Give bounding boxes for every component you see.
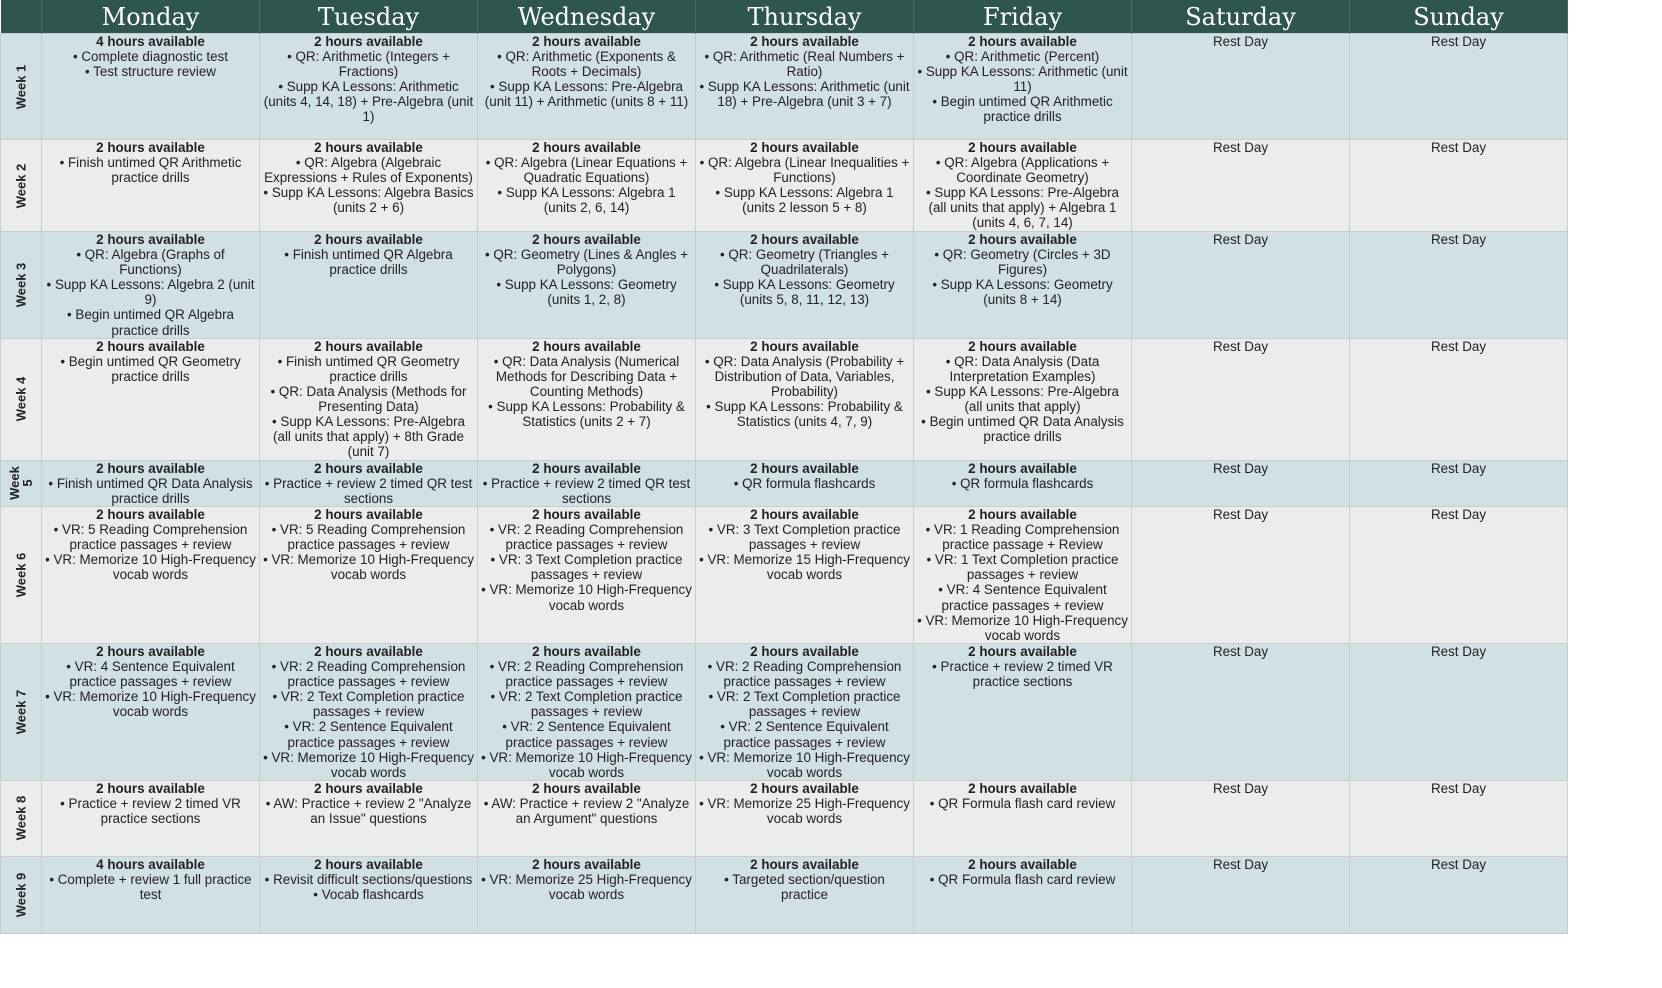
- hours-available-label: 2 hours available: [968, 506, 1077, 522]
- hours-available-label: 2 hours available: [968, 232, 1077, 247]
- task-item: • QR: Algebra (Algebraic Expressions + Rules of Exponents): [264, 155, 473, 186]
- rest-day-label: Rest Day: [1430, 460, 1487, 476]
- week-label-cell: [1, 338, 42, 460]
- schedule-cell: [696, 34, 914, 140]
- schedule-cell: [696, 232, 914, 339]
- schedule-cell: [1350, 338, 1568, 460]
- schedule-cell: [260, 140, 478, 232]
- task-item: • QR: Algebra (Applications + Coordinate Geometry): [935, 155, 1110, 186]
- header-monday: Monday: [42, 0, 260, 34]
- week-label-cell: [1, 232, 42, 339]
- hours-available-label: 2 hours available: [968, 856, 1077, 872]
- hours-available-label: 2 hours available: [532, 506, 641, 522]
- schedule-cell: [478, 643, 696, 780]
- task-item: • Supp KA Lessons: Algebra Basics (units 2 + 6): [263, 185, 474, 216]
- hours-available-label: 2 hours available: [532, 460, 641, 476]
- rest-day-label: Rest Day: [1212, 780, 1269, 796]
- schedule-cell: [478, 34, 696, 140]
- week-row: [1, 780, 1568, 856]
- schedule-cell: [1350, 460, 1568, 506]
- schedule-cell: [1350, 34, 1568, 140]
- schedule-cell: [478, 460, 696, 506]
- schedule-cell: [42, 460, 260, 506]
- task-item: • VR: 2 Sentence Equivalent practice passages + review: [720, 719, 889, 750]
- task-item: • Vocab flashcards: [313, 887, 424, 903]
- rest-day-label: Rest Day: [1430, 34, 1487, 49]
- task-item: • VR: 2 Reading Comprehension practice passages + review: [271, 659, 466, 690]
- task-item: • Finish untimed QR Data Analysis practice drills: [48, 475, 253, 506]
- task-item: • QR: Geometry (Triangles + Quadrilaterals): [719, 247, 890, 278]
- hours-available-label: 2 hours available: [532, 780, 641, 796]
- task-item: • Complete + review 1 full practice test: [49, 872, 252, 903]
- task-item: • VR: 4 Sentence Equivalent practice passages + review: [66, 659, 235, 690]
- rest-day-label: Rest Day: [1430, 140, 1487, 155]
- header-wednesday: Wednesday: [478, 0, 696, 34]
- week-label: Week 9: [13, 872, 29, 918]
- hours-available-label: 2 hours available: [968, 780, 1077, 796]
- schedule-cell: [42, 856, 260, 933]
- header-tuesday: Tuesday: [260, 0, 478, 34]
- hours-available-label: 2 hours available: [532, 856, 641, 872]
- schedule-cell: [1132, 643, 1350, 780]
- rest-day-label: Rest Day: [1212, 856, 1269, 872]
- hours-available-label: 2 hours available: [750, 338, 859, 354]
- task-item: • Supp KA Lessons: Geometry (units 5, 8, 11, 12, 13): [714, 277, 895, 308]
- task-item: • Supp KA Lessons: Pre-Algebra (all units that apply): [925, 383, 1119, 415]
- schedule-cell: [42, 140, 260, 232]
- hours-available-label: 2 hours available: [968, 643, 1077, 659]
- hours-available-label: 2 hours available: [750, 780, 859, 796]
- rest-day-label: Rest Day: [1430, 643, 1487, 659]
- task-item: • VR: 3 Text Completion practice passages + review: [708, 522, 901, 553]
- task-item: • Supp KA Lessons: Algebra 1 (units 2 lesson 5 + 8): [715, 185, 894, 216]
- header-friday: Friday: [914, 0, 1132, 34]
- schedule-cell: [42, 506, 260, 643]
- task-item: • Supp KA Lessons: Geometry (units 1, 2, 8): [496, 277, 677, 308]
- task-item: • VR: Memorize 10 High-Frequency vocab words: [45, 689, 256, 720]
- schedule-cell: [1132, 460, 1350, 506]
- task-item: • VR: 2 Text Completion practice passages + review: [490, 689, 683, 720]
- rest-day-label: Rest Day: [1430, 780, 1487, 796]
- task-item: • VR: 2 Reading Comprehension practice passages + review: [489, 659, 684, 690]
- hours-available-label: 2 hours available: [96, 232, 205, 247]
- week-label: Week 1: [13, 64, 29, 109]
- schedule-cell: [1132, 232, 1350, 339]
- task-item: • VR: 1 Reading Comprehension practice passage + Review: [925, 522, 1120, 553]
- week-label: Week 4: [13, 376, 29, 422]
- task-item: • Begin untimed QR Data Analysis practice drills: [921, 414, 1124, 445]
- schedule-cell: [260, 460, 478, 506]
- schedule-cell: [42, 232, 260, 339]
- task-item: • Supp KA Lessons: Algebra 1 (units 2, 6, 14): [497, 185, 676, 216]
- schedule-cell: [696, 506, 914, 643]
- task-item: • VR: Memorize 10 High-Frequency vocab words: [481, 582, 692, 613]
- task-item: • VR: Memorize 10 High-Frequency vocab words: [263, 749, 474, 780]
- task-item: • Supp KA Lessons: Pre-Algebra (all units that apply) + 8th Grade (unit 7): [271, 414, 465, 460]
- schedule-cell: [914, 643, 1132, 780]
- schedule-cell: [260, 338, 478, 460]
- schedule-cell: [1132, 856, 1350, 933]
- hours-available-label: 2 hours available: [314, 34, 423, 49]
- task-item: • VR: 2 Text Completion practice passages + review: [708, 689, 901, 720]
- week-label: Week 6: [13, 552, 29, 598]
- task-item: • AW: Practice + review 2 "Analyze an Issue" questions: [265, 796, 472, 827]
- task-item: • QR: Algebra (Linear Equations + Quadratic Equations): [485, 155, 688, 186]
- task-item: • QR Formula flash card review: [929, 872, 1116, 888]
- schedule-cell: [914, 232, 1132, 339]
- task-item: • VR: Memorize 10 High-Frequency vocab words: [263, 552, 474, 583]
- task-item: • VR: 2 Reading Comprehension practice passages + review: [489, 522, 684, 553]
- task-item: • Finish untimed QR Algebra practice drills: [284, 247, 453, 278]
- schedule-cell: [1350, 232, 1568, 339]
- schedule-cell: [42, 780, 260, 856]
- task-item: • AW: Practice + review 2 "Analyze an Argument" questions: [483, 796, 690, 827]
- task-item: • Complete diagnostic test: [72, 49, 229, 65]
- schedule-cell: [478, 338, 696, 460]
- schedule-cell: [1350, 506, 1568, 643]
- schedule-cell: [1132, 338, 1350, 460]
- hours-available-label: 2 hours available: [96, 780, 205, 796]
- schedule-cell: [478, 140, 696, 232]
- schedule-cell: [696, 460, 914, 506]
- task-item: • Finish untimed QR Arithmetic practice drills: [59, 155, 242, 186]
- hours-available-label: 2 hours available: [968, 140, 1077, 155]
- hours-available-label: 2 hours available: [750, 34, 859, 49]
- schedule-cell: [260, 34, 478, 140]
- task-item: • QR formula flashcards: [733, 475, 876, 491]
- header-sunday: Sunday: [1350, 0, 1568, 34]
- task-item: • VR: 4 Sentence Equivalent practice passages + review: [938, 582, 1107, 613]
- task-item: • Begin untimed QR Algebra practice drills: [67, 307, 234, 338]
- task-item: • Targeted section/question practice: [724, 872, 885, 903]
- schedule-cell: [914, 856, 1132, 933]
- task-item: • QR: Data Analysis (Data Interpretation Examples): [945, 353, 1100, 384]
- hours-available-label: 2 hours available: [314, 232, 423, 247]
- schedule-cell: [696, 140, 914, 232]
- week-row: [1, 643, 1568, 780]
- task-item: • QR: Arithmetic (Percent): [945, 49, 1100, 65]
- task-item: • VR: Memorize 10 High-Frequency vocab words: [917, 612, 1128, 643]
- task-item: • QR formula flashcards: [951, 475, 1094, 491]
- hours-available-label: 2 hours available: [314, 460, 423, 476]
- week-row: [1, 506, 1568, 643]
- week-row: [1, 856, 1568, 933]
- schedule-cell: [478, 232, 696, 339]
- week-label-cell: [1, 460, 42, 506]
- schedule-cell: [1132, 780, 1350, 856]
- rest-day-label: Rest Day: [1212, 140, 1269, 155]
- schedule-cell: [914, 506, 1132, 643]
- hours-available-label: 2 hours available: [532, 34, 641, 49]
- task-item: • QR: Arithmetic (Exponents & Roots + Decimals): [497, 49, 676, 80]
- hours-available-label: 2 hours available: [314, 643, 423, 659]
- task-item: • Supp KA Lessons: Arithmetic (unit 18) + Pre-Algebra (unit 3 + 7): [699, 79, 910, 110]
- hours-available-label: 2 hours available: [96, 506, 205, 522]
- hours-available-label: 2 hours available: [314, 780, 423, 796]
- week-label: Week 3: [13, 262, 29, 308]
- task-item: • QR Formula flash card review: [929, 796, 1116, 812]
- rest-day-label: Rest Day: [1430, 856, 1487, 872]
- schedule-cell: [1132, 34, 1350, 140]
- task-item: • Supp KA Lessons: Pre-Algebra (all units that apply) + Algebra 1 (units 4, 6, 7, 14): [925, 185, 1119, 231]
- hours-available-label: 2 hours available: [96, 643, 205, 659]
- task-item: • VR: Memorize 10 High-Frequency vocab words: [481, 749, 692, 780]
- week-row: [1, 140, 1568, 232]
- hours-available-label: 2 hours available: [314, 140, 423, 155]
- task-item: • VR: Memorize 25 High-Frequency vocab words: [699, 796, 910, 827]
- schedule-cell: [42, 338, 260, 460]
- schedule-cell: [1350, 856, 1568, 933]
- hours-available-label: 2 hours available: [968, 338, 1077, 354]
- task-item: • QR: Data Analysis (Numerical Methods for Describing Data + Counting Methods): [493, 353, 680, 399]
- schedule-cell: [1350, 140, 1568, 232]
- week-label: Week 7: [13, 689, 29, 735]
- task-item: • VR: 2 Sentence Equivalent practice passages + review: [502, 719, 671, 750]
- task-item: • Practice + review 2 timed QR test sections: [264, 475, 473, 506]
- hours-available-label: 4 hours available: [96, 856, 205, 872]
- task-item: • VR: 2 Reading Comprehension practice passages + review: [707, 659, 902, 690]
- task-item: • QR: Arithmetic (Integers + Fractions): [287, 49, 450, 80]
- task-item: • VR: Memorize 10 High-Frequency vocab words: [45, 552, 256, 583]
- hours-available-label: 2 hours available: [96, 140, 205, 155]
- hours-available-label: 4 hours available: [96, 34, 205, 49]
- header-thursday: Thursday: [696, 0, 914, 34]
- task-item: • Supp KA Lessons: Arithmetic (unit 11): [917, 64, 1128, 95]
- schedule-cell: [1132, 140, 1350, 232]
- rest-day-label: Rest Day: [1212, 506, 1269, 522]
- task-item: • VR: Memorize 10 High-Frequency vocab words: [699, 749, 910, 780]
- task-item: • VR: 5 Reading Comprehension practice passages + review: [53, 522, 248, 553]
- task-item: • VR: 5 Reading Comprehension practice passages + review: [271, 522, 466, 553]
- schedule-cell: [260, 856, 478, 933]
- week-row: [1, 338, 1568, 460]
- schedule-cell: [696, 856, 914, 933]
- task-item: • QR: Geometry (Circles + 3D Figures): [934, 247, 1111, 278]
- hours-available-label: 2 hours available: [750, 856, 859, 872]
- task-item: • Supp KA Lessons: Probability & Statistics (units 2 + 7): [488, 399, 685, 430]
- hours-available-label: 2 hours available: [968, 34, 1077, 49]
- hours-available-label: 2 hours available: [532, 140, 641, 155]
- rest-day-label: Rest Day: [1212, 460, 1269, 476]
- hours-available-label: 2 hours available: [314, 856, 423, 872]
- schedule-cell: [260, 232, 478, 339]
- task-item: • Practice + review 2 timed QR test sections: [482, 475, 691, 506]
- week-label: Week 8: [13, 796, 29, 841]
- hours-available-label: 2 hours available: [750, 643, 859, 659]
- week-label-cell: [1, 506, 42, 643]
- task-item: • Supp KA Lessons: Probability & Statistics (units 4, 7, 9): [706, 399, 903, 430]
- task-item: • QR: Algebra (Graphs of Functions): [76, 247, 225, 278]
- rest-day-label: Rest Day: [1430, 506, 1487, 522]
- week-label-cell: [1, 34, 42, 140]
- schedule-cell: [42, 34, 260, 140]
- schedule-cell: [260, 506, 478, 643]
- task-item: • Begin untimed QR Arithmetic practice drills: [932, 94, 1113, 125]
- task-item: • Supp KA Lessons: Pre-Algebra (unit 11) + Arithmetic (units 8 + 11): [484, 79, 689, 110]
- week-row: [1, 460, 1568, 506]
- hours-available-label: 2 hours available: [96, 460, 205, 476]
- schedule-cell: [260, 780, 478, 856]
- task-item: • Finish untimed QR Geometry practice drills: [277, 353, 460, 384]
- week-row: [1, 34, 1568, 140]
- hours-available-label: 2 hours available: [750, 232, 859, 247]
- header-corner: [1, 0, 42, 34]
- task-item: • Revisit difficult sections/questions: [264, 872, 473, 888]
- schedule-cell: [1350, 780, 1568, 856]
- task-item: • VR: Memorize 25 High-Frequency vocab words: [481, 872, 692, 903]
- task-item: • VR: 1 Text Completion practice passages + review: [926, 552, 1119, 583]
- task-item: • VR: 2 Text Completion practice passages + review: [272, 689, 465, 720]
- hours-available-label: 2 hours available: [532, 338, 641, 354]
- schedule-cell: [914, 140, 1132, 232]
- schedule-cell: [914, 780, 1132, 856]
- week-label-cell: [1, 856, 42, 933]
- rest-day-label: Rest Day: [1212, 232, 1269, 247]
- rest-day-label: Rest Day: [1212, 34, 1269, 49]
- week-label-cell: [1, 140, 42, 232]
- hours-available-label: 2 hours available: [750, 140, 859, 155]
- task-item: • VR: 2 Sentence Equivalent practice passages + review: [284, 719, 453, 750]
- task-item: • Supp KA Lessons: Arithmetic (units 4, 14, 18) + Pre-Algebra (unit 1): [263, 79, 474, 125]
- task-item: • Supp KA Lessons: Geometry (units 8 + 14): [932, 277, 1113, 308]
- schedule-cell: [478, 780, 696, 856]
- schedule-cell: [42, 643, 260, 780]
- header-row: [1, 0, 1568, 34]
- rest-day-label: Rest Day: [1212, 643, 1269, 659]
- schedule-cell: [478, 506, 696, 643]
- schedule-cell: [1132, 506, 1350, 643]
- task-item: • QR: Data Analysis (Methods for Presenting Data): [270, 383, 467, 415]
- hours-available-label: 2 hours available: [314, 506, 423, 522]
- week-label-cell: [1, 780, 42, 856]
- task-item: • Practice + review 2 timed VR practice sections: [60, 796, 241, 827]
- week-label-cell: [1, 643, 42, 780]
- schedule-cell: [914, 34, 1132, 140]
- week-label: Week 5: [7, 466, 35, 501]
- task-item: • VR: 3 Text Completion practice passages + review: [490, 552, 683, 583]
- schedule-cell: [696, 780, 914, 856]
- hours-available-label: 2 hours available: [968, 460, 1077, 476]
- hours-available-label: 2 hours available: [532, 643, 641, 659]
- task-item: • VR: Memorize 15 High-Frequency vocab words: [699, 552, 910, 583]
- hours-available-label: 2 hours available: [750, 506, 859, 522]
- rest-day-label: Rest Day: [1430, 338, 1487, 354]
- task-item: • QR: Data Analysis (Probability + Distribution of Data, Variables, Probability): [704, 353, 905, 399]
- schedule-cell: [696, 643, 914, 780]
- schedule-cell: [1350, 643, 1568, 780]
- schedule-cell: [260, 643, 478, 780]
- hours-available-label: 2 hours available: [314, 338, 423, 354]
- task-item: • Begin untimed QR Geometry practice drills: [60, 353, 241, 384]
- task-item: • Supp KA Lessons: Algebra 2 (unit 9): [46, 277, 255, 308]
- schedule-cell: [914, 338, 1132, 460]
- task-item: • Test structure review: [85, 64, 216, 80]
- week-label: Week 2: [13, 163, 29, 208]
- rest-day-label: Rest Day: [1212, 338, 1269, 354]
- task-item: • Practice + review 2 timed VR practice sections: [932, 659, 1113, 690]
- task-item: • QR: Geometry (Lines & Angles + Polygons): [484, 247, 689, 278]
- schedule-cell: [478, 856, 696, 933]
- hours-available-label: 2 hours available: [750, 460, 859, 476]
- hours-available-label: 2 hours available: [96, 338, 205, 354]
- week-row: [1, 232, 1568, 339]
- schedule-cell: [696, 338, 914, 460]
- rest-day-label: Rest Day: [1430, 232, 1487, 247]
- schedule-cell: [914, 460, 1132, 506]
- header-saturday: Saturday: [1132, 0, 1350, 34]
- task-item: • QR: Algebra (Linear Inequalities + Functions): [699, 155, 910, 186]
- hours-available-label: 2 hours available: [532, 232, 641, 247]
- task-item: • QR: Arithmetic (Real Numbers + Ratio): [704, 49, 905, 80]
